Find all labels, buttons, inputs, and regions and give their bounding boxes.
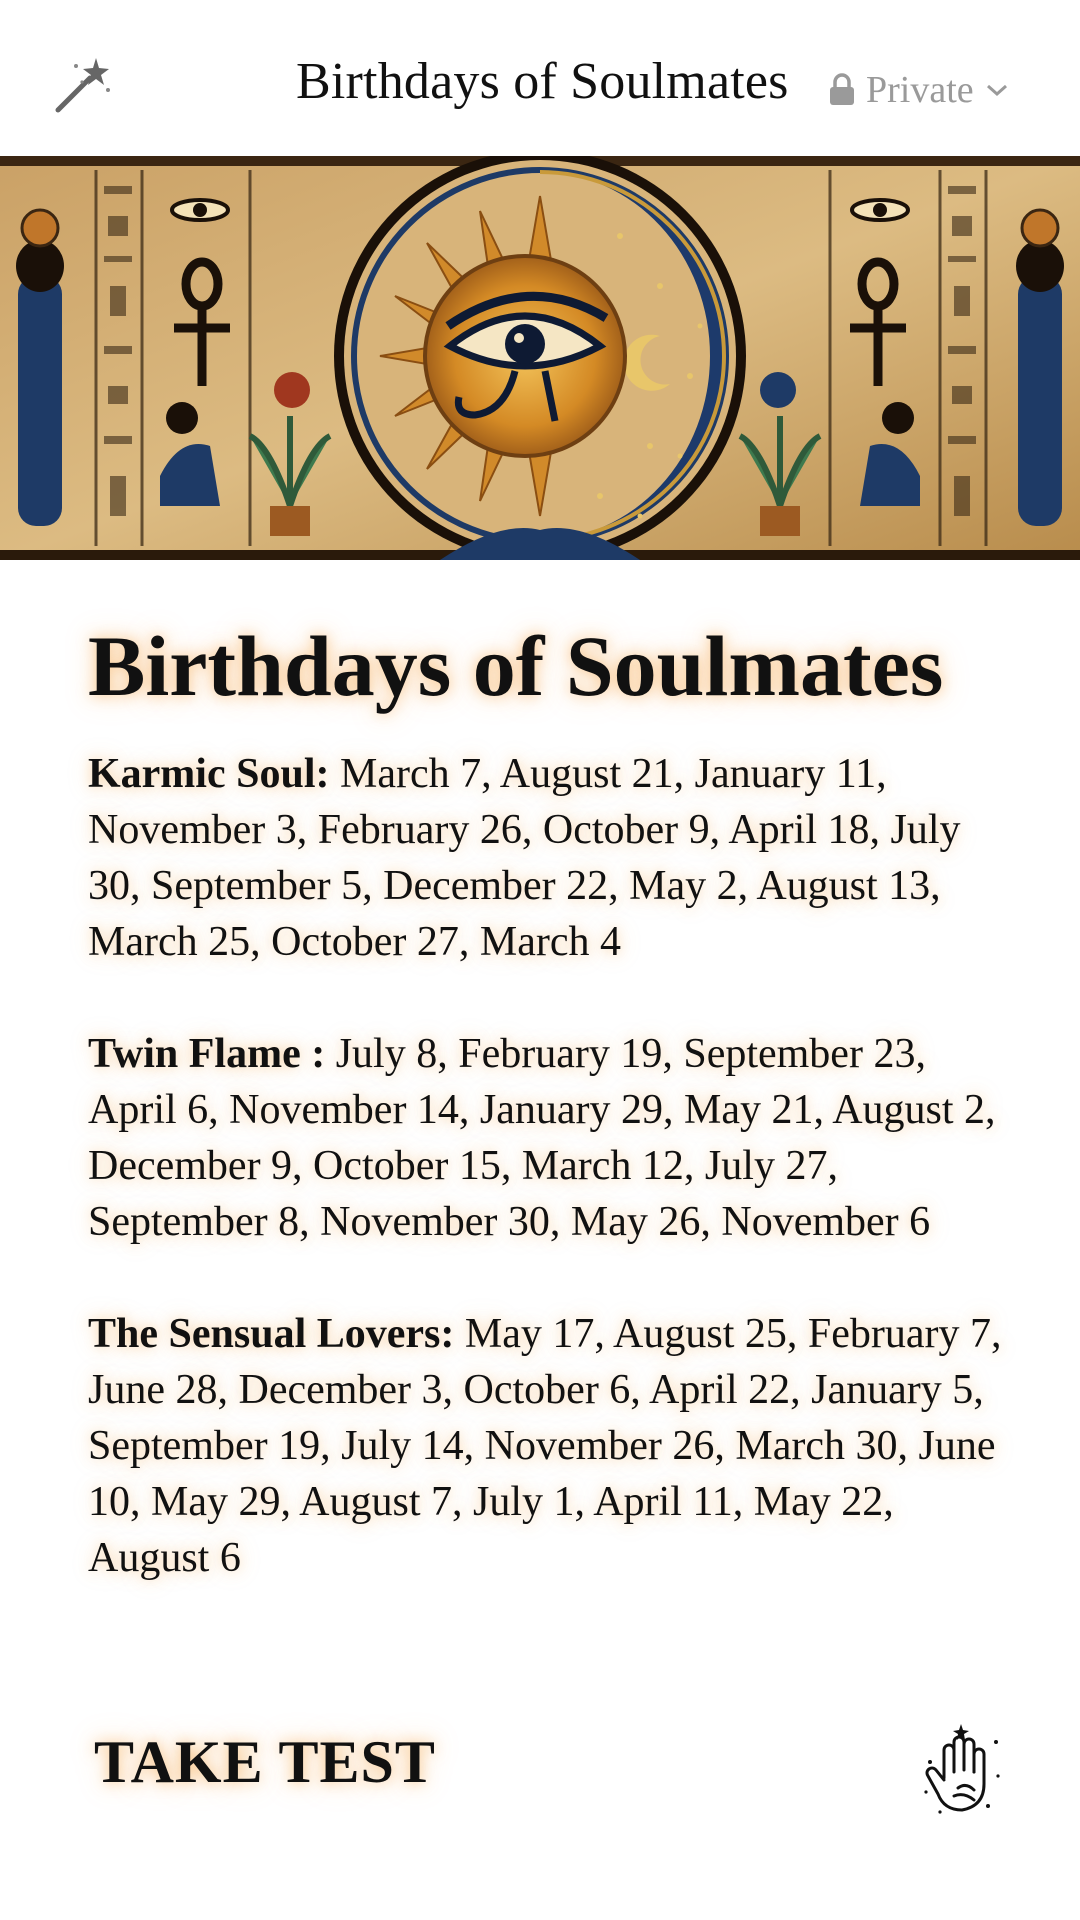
lock-icon xyxy=(828,73,856,107)
group-label: The Sensual Lovers: xyxy=(88,1311,455,1357)
group-sensual-lovers xyxy=(88,1306,1008,1586)
palm-hand-icon[interactable] xyxy=(918,1722,1004,1818)
egyptian-banner-image xyxy=(0,156,1080,560)
group-label: Karmic Soul: xyxy=(88,751,330,797)
group-label: Twin Flame : xyxy=(88,1031,326,1077)
group-karmic-soul xyxy=(88,746,1008,970)
take-test-button[interactable]: TAKE TEST xyxy=(94,1729,436,1795)
privacy-dropdown[interactable] xyxy=(828,66,1010,114)
page-title: Birthdays of Soulmates xyxy=(296,53,789,110)
group-twin-flame xyxy=(88,1026,1008,1250)
group-dates: May 17, August 25, February 7, June 28, December 3, October 6, April 22, January 5, September 19, July 14, November 26, March 30, June 10, May 29, August 7, July 1, April 11, May 22, August 6 xyxy=(88,1311,1002,1581)
chevron-down-icon xyxy=(984,81,1010,99)
magic-wand-icon[interactable] xyxy=(52,52,116,116)
main-content xyxy=(88,612,1008,1642)
top-bar xyxy=(0,0,1080,156)
soulmates-heading: Birthdays of Soulmates xyxy=(88,618,944,714)
group-dates: July 8, February 19, September 23, April 6, November 14, January 29, May 21, August 2, December 9, October 15, March 12, July 27, September 8, November 30, May 26, November 6 xyxy=(88,1031,996,1245)
group-dates: March 7, August 21, January 11, November 3, February 26, October 9, April 18, July 30, September 5, December 22, May 2, August 13, March 25, October 27, March 4 xyxy=(88,751,961,965)
privacy-label: Private xyxy=(866,69,974,111)
